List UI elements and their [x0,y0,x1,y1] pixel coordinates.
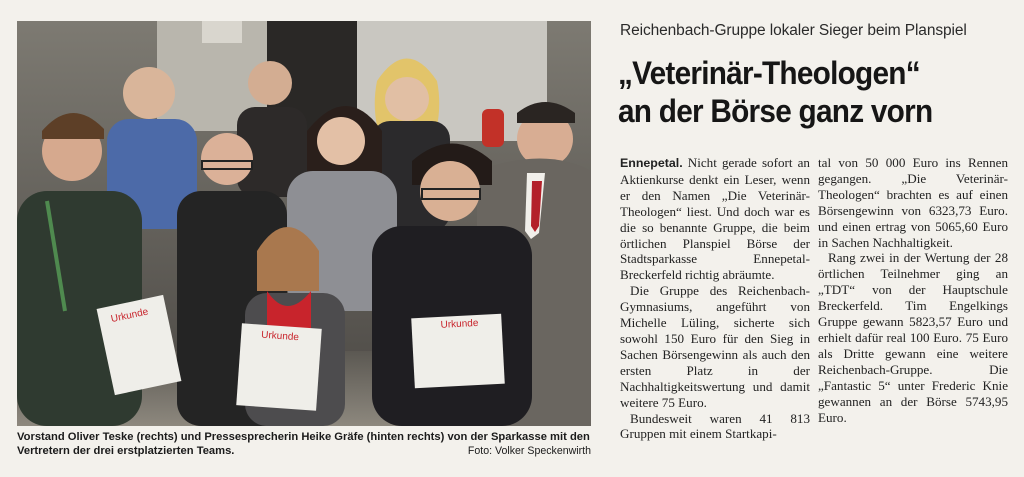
article-column-1 [620,155,810,442]
certificate-right-label: Urkunde [440,317,479,331]
article-paragraph: Die Gruppe des Reichenbach-Gymnasiums, angeführt von Michelle Lüling, sicherte sich sowohl 150 Euro für den Sieg in Sachen Börsengewinn als auch den ersten Platz in der Nachhaltigkeitswertung und damit weitere 75 Euro. [620,283,810,410]
certificate-right [411,314,505,389]
headline-line-1: „Veterinär-Theologen“ [618,55,920,91]
article-headline [618,54,990,130]
certificate-left-label: Urkunde [109,306,150,326]
article-paragraph: Rang zwei in der Wertung der 28 örtlichen Teilnehmer ging an „TDT“ von der Hauptschule Breckerfeld. Tim Engelkings Gruppe gewann 5823,57 Euro und erhielt dafür real 100 Euro. 75 Euro als Dritte gewann eine weitere Reichenbach-Gruppe. Die „Fantastic 5“ unter Frederic Knie gewannen an der Börse 5743,95 Euro. [818,250,1008,425]
photo-illustration [17,21,591,426]
article-paragraph [620,155,810,283]
photo-caption [17,430,591,458]
photo-caption-text: Vorstand Oliver Teske (rechts) und Pressesprecherin Heike Gräfe (hinten rechts) von der Sparkasse mit den Vertretern der drei erstplatzierten Teams. [17,431,590,457]
certificate-middle [236,323,322,410]
photo-credit: Foto: Volker Speckenwirth [467,445,591,457]
headline-line-2: an der Börse ganz vorn [618,93,933,129]
article-paragraph: Bundesweit waren 41 813 Gruppen mit einem Startkapi- [620,410,810,442]
article-paragraph: tal von 50 000 Euro ins Rennen gegangen. „Die Veterinär-Theologen“ brachten es auf einen Börsengewinn von 6323,73 Euro. und einen ertrag von 5065,60 Euro in Sachen Nachhaltigkeit. [818,155,1008,250]
article-column-2 [818,155,1008,425]
paragraph-text: Nicht gerade sofort an Aktienkurse denkt ein Leser, wenn er den Namen „Die Veterinär-Theologen“ liest. Und doch war es die so benannte Gruppe, die beim örtlichen Planspiel Börse der Stadtsparkasse Ennepetal-Breckerfeld richtig abräumte. [620,155,810,283]
article-kicker: Reichenbach-Gruppe lokaler Sieger beim Planspiel [620,22,967,39]
article-dateline: Ennepetal. [620,156,683,170]
certificate-middle-label: Urkunde [260,329,300,344]
news-photo [17,21,591,426]
